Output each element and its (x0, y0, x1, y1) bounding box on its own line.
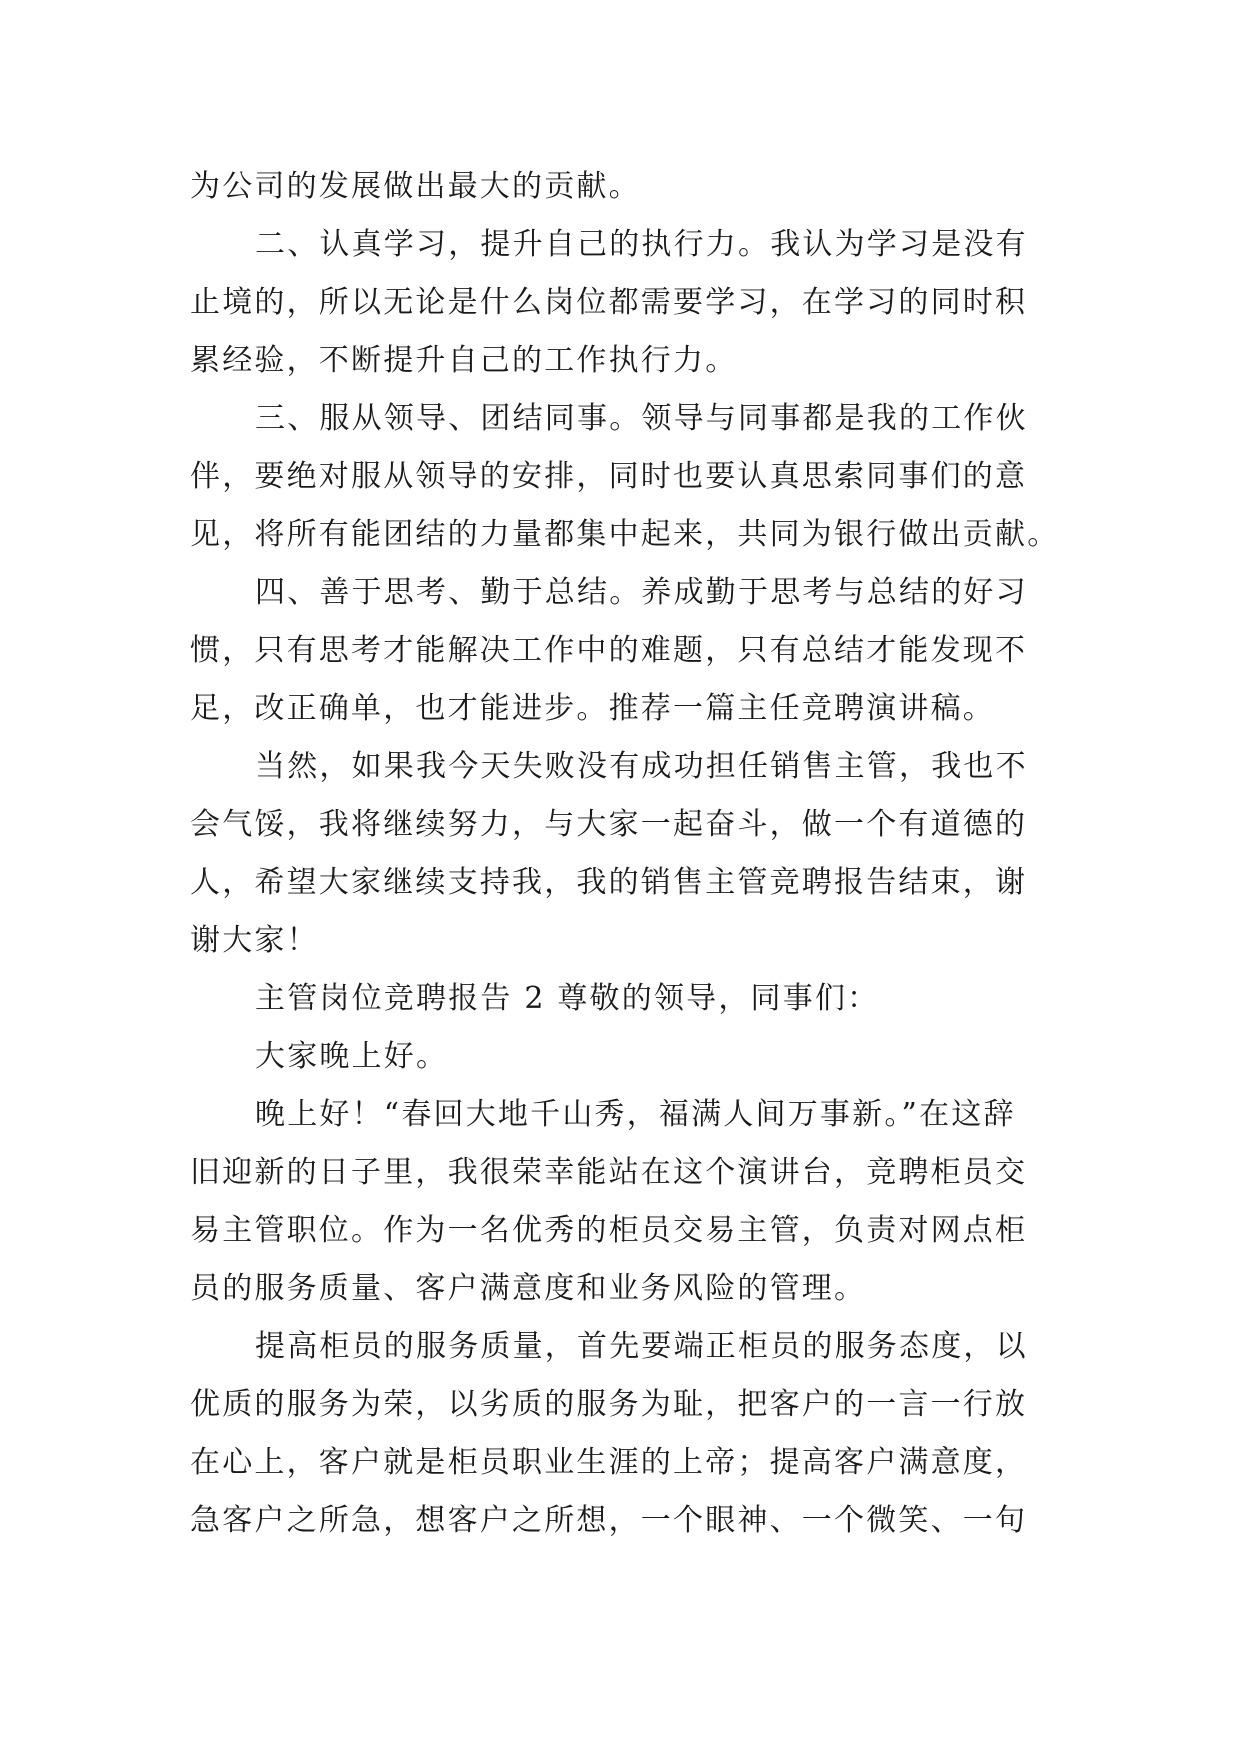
text-line: 谢大家！ (190, 923, 319, 958)
text-line: 止境的，所以无论是什么岗位都需要学习，在学习的同时积 (190, 285, 1028, 320)
text-line: 旧迎新的日子里，我很荣幸能站在这个演讲台，竞聘柜员交 (190, 1155, 1028, 1190)
text-line: 优质的服务为荣，以劣质的服务为耻，把客户的一言一行放 (190, 1387, 1028, 1422)
text-line: 足，改正确单，也才能进步。推荐一篇主任竞聘演讲稿。 (190, 691, 995, 726)
paragraph-start: 二、认真学习，提升自己的执行力。我认为学习是没有 (255, 227, 1028, 262)
paragraph-start: 晚上好！“春回大地千山秀，福满人间万事新。”在这辞 (255, 1097, 1016, 1132)
text-line: 人，希望大家继续支持我，我的销售主管竞聘报告结束，谢 (190, 865, 1028, 900)
paragraph-start: 当然，如果我今天失败没有成功担任销售主管，我也不 (255, 749, 1028, 784)
text-line: 伴，要绝对服从领导的安排，同时也要认真思索同事们的意 (190, 459, 1028, 494)
text-line: 为公司的发展做出最大的贡献。 (190, 169, 641, 204)
text-line: 急客户之所急，想客户之所想，一个眼神、一个微笑、一句 (190, 1503, 1028, 1538)
paragraph-start: 三、服从领导、团结同事。领导与同事都是我的工作伙 (255, 401, 1028, 436)
text-line: 员的服务质量、客户满意度和业务风险的管理。 (190, 1271, 867, 1306)
text-line: 累经验，不断提升自己的工作执行力。 (190, 343, 738, 378)
text-line: 易主管职位。作为一名优秀的柜员交易主管，负责对网点柜 (190, 1213, 1028, 1248)
text-line: 惯，只有思考才能解决工作中的难题，只有总结才能发现不 (190, 633, 1028, 668)
text-line: 见，将所有能团结的力量都集中起来，共同为银行做出贡献。 (190, 517, 1060, 552)
paragraph-start: 四、善于思考、勤于总结。养成勤于思考与总结的好习 (255, 575, 1028, 610)
text-line: 在心上，客户就是柜员职业生涯的上帝；提高客户满意度， (190, 1445, 1028, 1480)
section-heading: 主管岗位竞聘报告 2 尊敬的领导，同事们： (255, 981, 880, 1016)
greeting: 大家晚上好。 (255, 1039, 449, 1074)
text-line: 会气馁，我将继续努力，与大家一起奋斗，做一个有道德的 (190, 807, 1028, 842)
paragraph-start: 提高柜员的服务质量，首先要端正柜员的服务态度，以 (255, 1329, 1028, 1364)
